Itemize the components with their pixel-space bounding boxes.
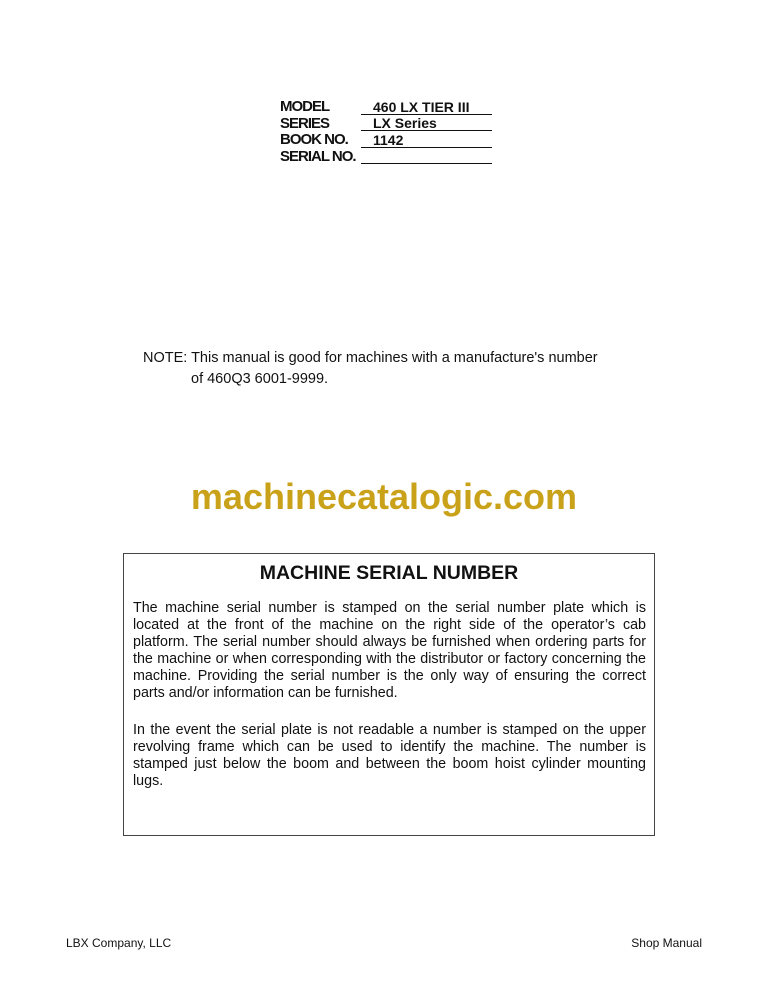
serial-number-box [123, 553, 655, 836]
serial-label: SERIAL NO. [280, 148, 356, 165]
book-label: BOOK NO. [280, 131, 348, 148]
series-value: LX Series [373, 115, 437, 131]
model-label: MODEL [280, 98, 330, 115]
book-value: 1142 [373, 132, 404, 148]
series-underline [361, 130, 492, 131]
series-label: SERIES [280, 115, 330, 132]
box-title: MACHINE SERIAL NUMBER [259, 562, 519, 584]
footer-company: LBX Company, LLC [66, 936, 172, 950]
paragraph-1: The machine serial number is stamped on the serial number plate which is located at the front of the machine on the right side of the operator’s cab platform. The serial number should always be furnished when ordering parts for the machine or when corresponding with the distributor or factory concerning the machine. Providing the serial number is the only way of ensuring the correct parts and/or information can be furnished. [133, 600, 646, 701]
serial-underline [361, 163, 492, 164]
footer-manual-type: Shop Manual [631, 936, 702, 950]
paragraph-2: In the event the serial plate is not readable a number is stamped on the upper revolving frame which can be used to identify the machine. The number is stamped just below the boom and between the boom hoist cylinder mounting lugs. [133, 722, 646, 789]
note-line-2: of 460Q3 6001-9999. [191, 371, 329, 387]
book-underline [361, 147, 492, 148]
note-line-1: NOTE: This manual is good for machines with a manufacture's number [143, 350, 598, 366]
model-value: 460 LX TIER III [373, 99, 470, 115]
watermark: machinecatalogic.com [190, 476, 578, 517]
